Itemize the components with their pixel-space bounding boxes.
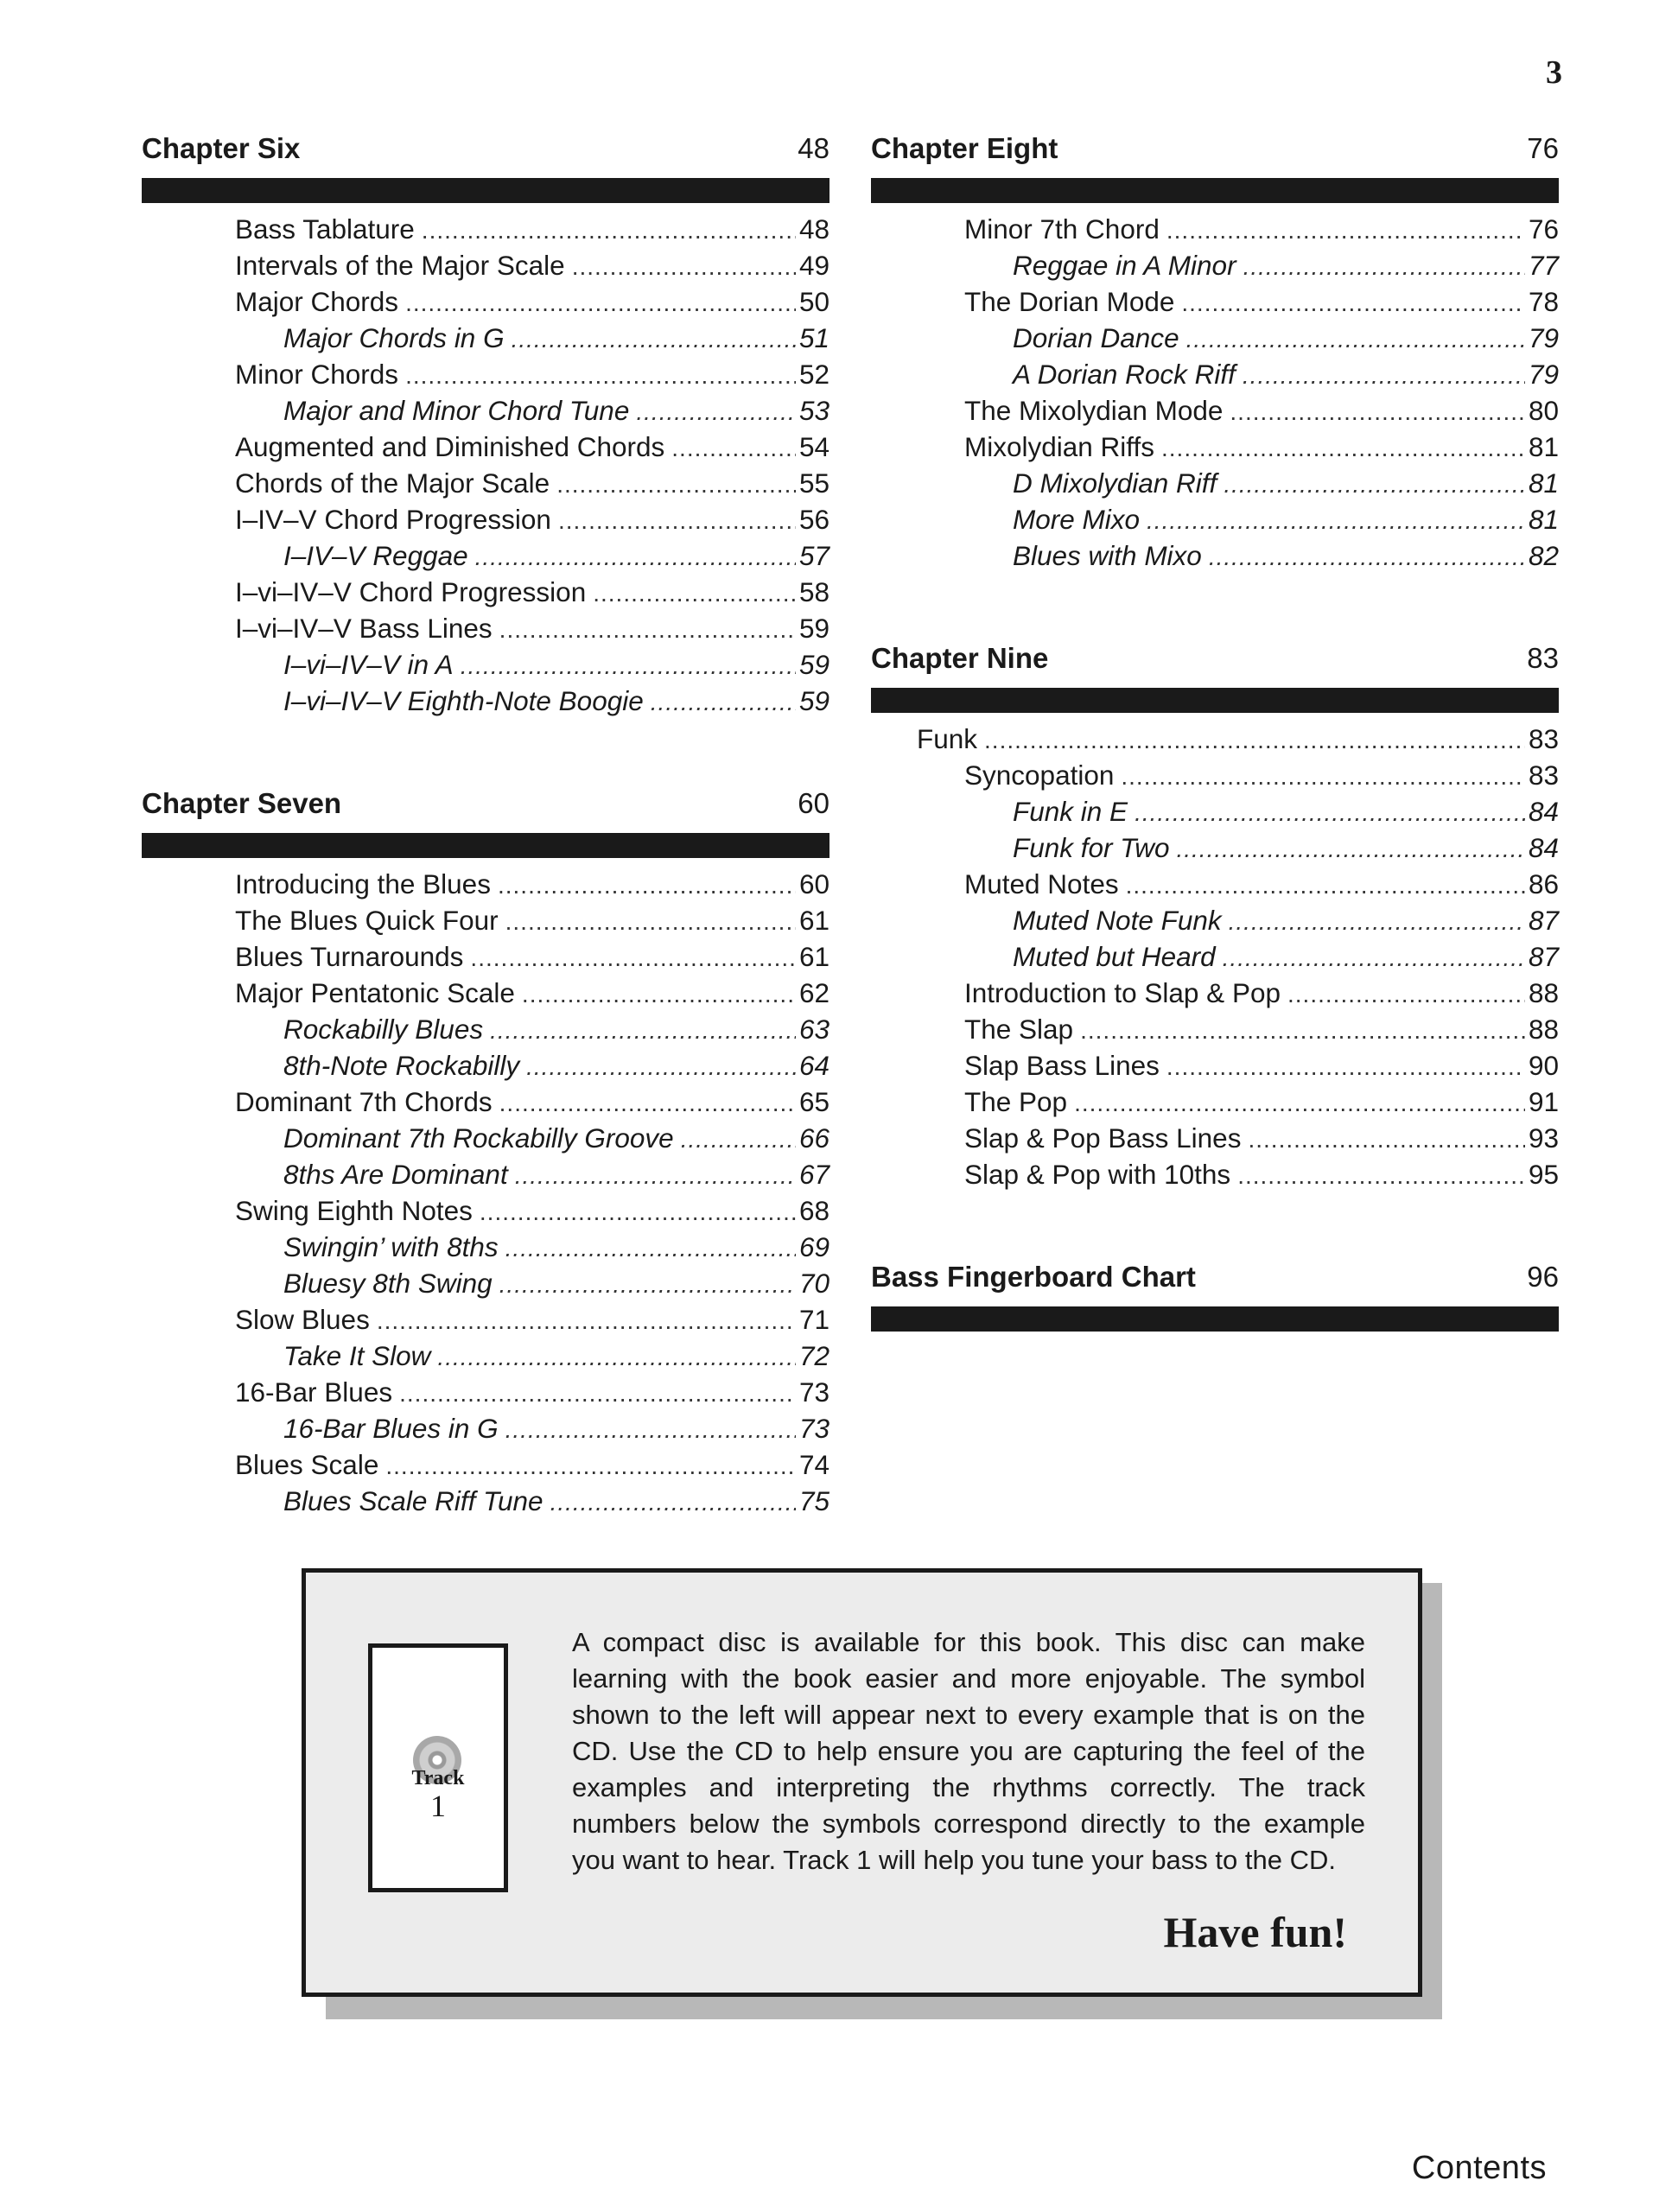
toc-entry-label: Reggae in A Minor (1013, 250, 1236, 281)
dot-leader (1161, 430, 1525, 467)
cd-description: A compact disc is available for this book. This disc can make learning with the book easier and more enjoyable. The symbol shown to the left will appear next to every example that is on the CD. Use the CD to help ensure you are capturing the feel of the examples and interpreting the rhythms correctly. The track numbers below the symbols correspond directly to the example you want to hear. Track 1 will help you tune your bass to the CD. (572, 1627, 1365, 1875)
toc-entry-page: 50 (798, 286, 830, 317)
toc-entry (142, 1374, 830, 1410)
chapter-page-number: 60 (798, 787, 830, 819)
toc-entry-page: 71 (798, 1304, 830, 1335)
dot-leader (1223, 940, 1525, 976)
toc-entry-page: 66 (798, 1122, 830, 1154)
toc-entry (871, 1120, 1559, 1156)
toc-entry-page: 75 (798, 1485, 830, 1516)
chapter-title: Chapter Six (142, 132, 301, 164)
toc-entry (142, 1156, 830, 1192)
dot-leader (405, 285, 796, 321)
toc-entry (871, 1047, 1559, 1084)
toc-entry-page: 70 (798, 1268, 830, 1299)
toc-entry-label: Muted but Heard (1013, 941, 1216, 972)
toc-entry-label: Major and Minor Chord Tune (283, 395, 630, 426)
chapter-page-number: 83 (1527, 642, 1559, 674)
dot-leader (522, 976, 796, 1013)
chapter-title: Chapter Seven (142, 787, 342, 819)
toc-entry (142, 938, 830, 975)
toc-entry (871, 1084, 1559, 1120)
toc-entry (871, 902, 1559, 938)
toc-entry-label: Major Chords (235, 286, 399, 317)
dot-leader (1186, 321, 1525, 358)
dot-leader (1287, 976, 1525, 1013)
toc-entry-label: I–IV–V Reggae (283, 540, 468, 571)
toc-entry-page: 64 (798, 1050, 830, 1081)
dot-leader (490, 1013, 796, 1049)
toc-entry-label: Slap Bass Lines (964, 1050, 1160, 1081)
chapter-section (142, 130, 830, 719)
toc-entry-page: 51 (798, 322, 830, 353)
toc-entry (871, 830, 1559, 866)
dot-leader (558, 503, 796, 539)
toc-entry-page: 84 (1528, 796, 1559, 827)
dot-leader (505, 1412, 796, 1448)
toc-entry (142, 320, 830, 356)
toc-entry-label: Slow Blues (235, 1304, 370, 1335)
toc-entry-page: 65 (798, 1086, 830, 1117)
chapter-page-number: 96 (1527, 1261, 1559, 1293)
dot-leader (470, 940, 796, 976)
toc-entry (871, 211, 1559, 247)
toc-entry (142, 429, 830, 465)
dot-leader (1176, 831, 1524, 868)
dot-leader (515, 1158, 796, 1194)
toc-entry-label: Slap & Pop with 10ths (964, 1159, 1231, 1190)
dot-leader (1243, 249, 1525, 285)
toc-entry-page: 95 (1528, 1159, 1559, 1190)
toc-entry-label: The Mixolydian Mode (964, 395, 1224, 426)
cd-info-box (302, 1568, 1422, 1997)
toc-entry (142, 1084, 830, 1120)
toc-entry-page: 55 (798, 467, 830, 499)
toc-entry-page: 87 (1528, 941, 1559, 972)
toc-entry-page: 91 (1528, 1086, 1559, 1117)
dot-leader (1230, 394, 1525, 430)
toc-entry-label: Muted Notes (964, 868, 1119, 899)
toc-entry-label: D Mixolydian Riff (1013, 467, 1217, 499)
toc-entry-page: 56 (798, 504, 830, 535)
toc-entry-label: Slap & Pop Bass Lines (964, 1122, 1242, 1154)
toc-entry-page: 76 (1528, 213, 1559, 245)
toc-entry (142, 610, 830, 646)
toc-entry (142, 866, 830, 902)
chapter-title: Chapter Eight (871, 132, 1058, 164)
toc-entry (142, 646, 830, 683)
chapter-title: Bass Fingerboard Chart (871, 1261, 1196, 1293)
dot-leader (1166, 1049, 1525, 1085)
toc-entry-label: Swing Eighth Notes (235, 1195, 473, 1226)
dot-leader (385, 1448, 796, 1484)
dot-leader (377, 1303, 796, 1339)
dot-leader (1121, 759, 1525, 795)
toc-entry-page: 80 (1528, 395, 1559, 426)
toc-entry-label: Dorian Dance (1013, 322, 1179, 353)
chapter-page-number: 48 (798, 132, 830, 164)
toc-entry (142, 1410, 830, 1446)
toc-entry (142, 1229, 830, 1265)
toc-entry-page: 77 (1528, 250, 1559, 281)
toc-entry-label: Bass Tablature (235, 213, 415, 245)
chapter-heading (142, 785, 830, 823)
dot-leader (499, 1267, 796, 1303)
chapter-section (871, 130, 1559, 574)
toc-entry-label: I–vi–IV–V in A (283, 649, 454, 680)
toc-entry-page: 60 (798, 868, 830, 899)
toc-entry-page: 86 (1528, 868, 1559, 899)
toc-entry-page: 62 (798, 977, 830, 1008)
toc-entry (142, 1120, 830, 1156)
chapter-heading (871, 130, 1559, 168)
cd-track-symbol (368, 1643, 508, 1892)
chapter-section (871, 1258, 1559, 1332)
toc-left-column (142, 130, 830, 1585)
dot-leader (499, 612, 796, 648)
toc-entry (142, 392, 830, 429)
toc-entry-page: 88 (1528, 1014, 1559, 1045)
cd-closing: Have fun! (1163, 1908, 1347, 1956)
toc-entry (142, 501, 830, 537)
toc-entry-label: 16-Bar Blues (235, 1376, 393, 1408)
chapter-divider-bar (871, 1306, 1559, 1332)
toc-entry-page: 79 (1528, 359, 1559, 390)
toc-entry-label: Dominant 7th Rockabilly Groove (283, 1122, 674, 1154)
toc-entry-label: Bluesy 8th Swing (283, 1268, 493, 1299)
toc-entry-page: 84 (1528, 832, 1559, 863)
dot-leader (572, 249, 796, 285)
toc-entry-page: 93 (1528, 1122, 1559, 1154)
dot-leader (499, 1085, 796, 1122)
chapter-heading (142, 130, 830, 168)
toc-entry-label: Dominant 7th Chords (235, 1086, 493, 1117)
dot-leader (422, 213, 796, 249)
toc-entry-page: 81 (1528, 467, 1559, 499)
toc-entry (871, 392, 1559, 429)
toc-entry-page: 90 (1528, 1050, 1559, 1081)
toc-entry-page: 83 (1528, 760, 1559, 791)
toc-entry-page: 57 (798, 540, 830, 571)
dot-leader (671, 430, 796, 467)
toc-entry-label: The Pop (964, 1086, 1068, 1117)
toc-entry-page: 53 (798, 395, 830, 426)
toc-entry (871, 320, 1559, 356)
dot-leader (1229, 904, 1525, 940)
toc-entry (871, 465, 1559, 501)
toc-entry-label: Syncopation (964, 760, 1115, 791)
toc-entry (142, 1192, 830, 1229)
toc-entry (142, 1047, 830, 1084)
dot-leader (498, 868, 796, 904)
toc-entry (871, 938, 1559, 975)
dot-leader (1147, 503, 1525, 539)
toc-entry-page: 83 (1528, 723, 1559, 754)
toc-right-column (871, 130, 1559, 1397)
toc-entry (142, 1338, 830, 1374)
dot-leader (550, 1484, 796, 1521)
toc-entry-label: 8th-Note Rockabilly (283, 1050, 520, 1081)
toc-entry-label: Rockabilly Blues (283, 1014, 484, 1045)
toc-entry (142, 1301, 830, 1338)
toc-entry-page: 67 (798, 1159, 830, 1190)
dot-leader (984, 722, 1525, 759)
toc-entry-page: 63 (798, 1014, 830, 1045)
dot-leader (1209, 539, 1525, 575)
chapter-section (871, 639, 1559, 1192)
toc-entry-label: Funk for Two (1013, 832, 1170, 863)
toc-entry (142, 211, 830, 247)
toc-entry-label: Funk in E (1013, 796, 1128, 827)
toc-entry-page: 81 (1528, 504, 1559, 535)
dot-leader (556, 467, 796, 503)
footer-section-label: Contents (1411, 2150, 1547, 2186)
toc-entry (871, 975, 1559, 1011)
toc-entry-page: 87 (1528, 905, 1559, 936)
toc-entry-label: Chords of the Major Scale (235, 467, 550, 499)
toc-entry-page: 52 (798, 359, 830, 390)
cd-track-label: Track (411, 1767, 465, 1789)
page-number: 3 (1546, 54, 1562, 91)
toc-entry-label: Blues Scale (235, 1449, 379, 1480)
toc-entry-page: 48 (798, 213, 830, 245)
dot-leader (1248, 1122, 1525, 1158)
dot-leader (1224, 467, 1525, 503)
toc-entry-label: The Blues Quick Four (235, 905, 499, 936)
toc-entry-page: 79 (1528, 322, 1559, 353)
toc-entry (871, 866, 1559, 902)
toc-entry-page: 78 (1528, 286, 1559, 317)
toc-entry (142, 283, 830, 320)
toc-entry (871, 283, 1559, 320)
toc-entry-page: 58 (798, 576, 830, 607)
toc-entry-label: I–vi–IV–V Bass Lines (235, 613, 493, 644)
toc-entry-page: 74 (798, 1449, 830, 1480)
toc-entry-page: 61 (798, 905, 830, 936)
toc-entry-label: Minor 7th Chord (964, 213, 1160, 245)
toc-entry-page: 81 (1528, 431, 1559, 462)
toc-entry (142, 1446, 830, 1483)
toc-entry (142, 465, 830, 501)
toc-entry-label: More Mixo (1013, 504, 1141, 535)
toc-entry-page: 54 (798, 431, 830, 462)
toc-entry-label: The Slap (964, 1014, 1074, 1045)
toc-entry-label: The Dorian Mode (964, 286, 1175, 317)
toc-entry (142, 537, 830, 574)
dot-leader (681, 1122, 796, 1158)
toc-entry (871, 247, 1559, 283)
dot-leader (437, 1339, 796, 1376)
toc-entry-page: 61 (798, 941, 830, 972)
toc-entry (142, 902, 830, 938)
toc-entry-label: Augmented and Diminished Chords (235, 431, 665, 462)
dot-leader (1074, 1085, 1525, 1122)
toc-entry-label: Muted Note Funk (1013, 905, 1222, 936)
toc-entry-label: 8ths Are Dominant (283, 1159, 508, 1190)
toc-entry-label: Major Pentatonic Scale (235, 977, 515, 1008)
toc-entry-label: Blues Turnarounds (235, 941, 464, 972)
toc-entry (142, 1265, 830, 1301)
toc-entry-label: Funk (917, 723, 978, 754)
toc-entry (142, 683, 830, 719)
toc-entry-page: 49 (798, 250, 830, 281)
chapter-divider-bar (871, 688, 1559, 713)
dot-leader (651, 684, 796, 721)
dot-leader (1243, 358, 1525, 394)
dot-leader (593, 575, 796, 612)
dot-leader (636, 394, 796, 430)
toc-entry (871, 356, 1559, 392)
toc-entry-label: Major Chords in G (283, 322, 505, 353)
dot-leader (475, 539, 796, 575)
dot-leader (461, 648, 796, 684)
toc-entry (142, 975, 830, 1011)
dot-leader (480, 1194, 796, 1230)
toc-entry-page: 59 (798, 649, 830, 680)
cd-track-number: 1 (430, 1789, 446, 1823)
toc-entry (871, 757, 1559, 793)
dot-leader (399, 1376, 796, 1412)
toc-entry (871, 501, 1559, 537)
toc-entry-page: 73 (798, 1413, 830, 1444)
dot-leader (1135, 795, 1525, 831)
dot-leader (1126, 868, 1525, 904)
toc-entry-page: 82 (1528, 540, 1559, 571)
toc-entry-page: 59 (798, 613, 830, 644)
toc-entry-label: I–vi–IV–V Chord Progression (235, 576, 587, 607)
dot-leader (1166, 213, 1525, 249)
chapter-heading (871, 639, 1559, 677)
toc-entry-label: I–vi–IV–V Eighth-Note Boogie (283, 685, 644, 716)
chapter-title: Chapter Nine (871, 642, 1049, 674)
toc-entry (142, 247, 830, 283)
chapter-page-number: 76 (1527, 132, 1559, 164)
toc-entry-page: 73 (798, 1376, 830, 1408)
toc-entry (871, 429, 1559, 465)
toc-entry-label: 16-Bar Blues in G (283, 1413, 499, 1444)
toc-entry-label: Swingin’ with 8ths (283, 1231, 499, 1262)
toc-entry (871, 793, 1559, 830)
toc-entry (871, 537, 1559, 574)
dot-leader (512, 321, 796, 358)
toc-entry-label: Introduction to Slap & Pop (964, 977, 1281, 1008)
toc-entry (871, 1156, 1559, 1192)
dot-leader (526, 1049, 796, 1085)
dot-leader (1181, 285, 1525, 321)
toc-entry-label: A Dorian Rock Riff (1013, 359, 1236, 390)
toc-entry-page: 68 (798, 1195, 830, 1226)
chapter-section (142, 785, 830, 1519)
toc-entry-label: Blues Scale Riff Tune (283, 1485, 543, 1516)
toc-entry-label: Blues with Mixo (1013, 540, 1202, 571)
toc-entry (142, 356, 830, 392)
toc-entry-label: Take It Slow (283, 1340, 431, 1371)
toc-entry (142, 574, 830, 610)
toc-entry-label: Intervals of the Major Scale (235, 250, 565, 281)
chapter-divider-bar (871, 178, 1559, 203)
toc-entry-label: Minor Chords (235, 359, 399, 390)
chapter-heading (871, 1258, 1559, 1296)
dot-leader (505, 904, 796, 940)
toc-entry-page: 72 (798, 1340, 830, 1371)
dot-leader (505, 1230, 796, 1267)
toc-entry-page: 88 (1528, 977, 1559, 1008)
dot-leader (1080, 1013, 1525, 1049)
toc-entry (142, 1483, 830, 1519)
chapter-divider-bar (142, 833, 830, 858)
toc-entry-page: 69 (798, 1231, 830, 1262)
toc-entry-label: I–IV–V Chord Progression (235, 504, 551, 535)
dot-leader (405, 358, 796, 394)
toc-entry (871, 721, 1559, 757)
dot-leader (1237, 1158, 1525, 1194)
toc-entry-label: Introducing the Blues (235, 868, 491, 899)
toc-entry (142, 1011, 830, 1047)
toc-entry-label: Mixolydian Riffs (964, 431, 1154, 462)
toc-entry-page: 59 (798, 685, 830, 716)
chapter-divider-bar (142, 178, 830, 203)
toc-entry (871, 1011, 1559, 1047)
